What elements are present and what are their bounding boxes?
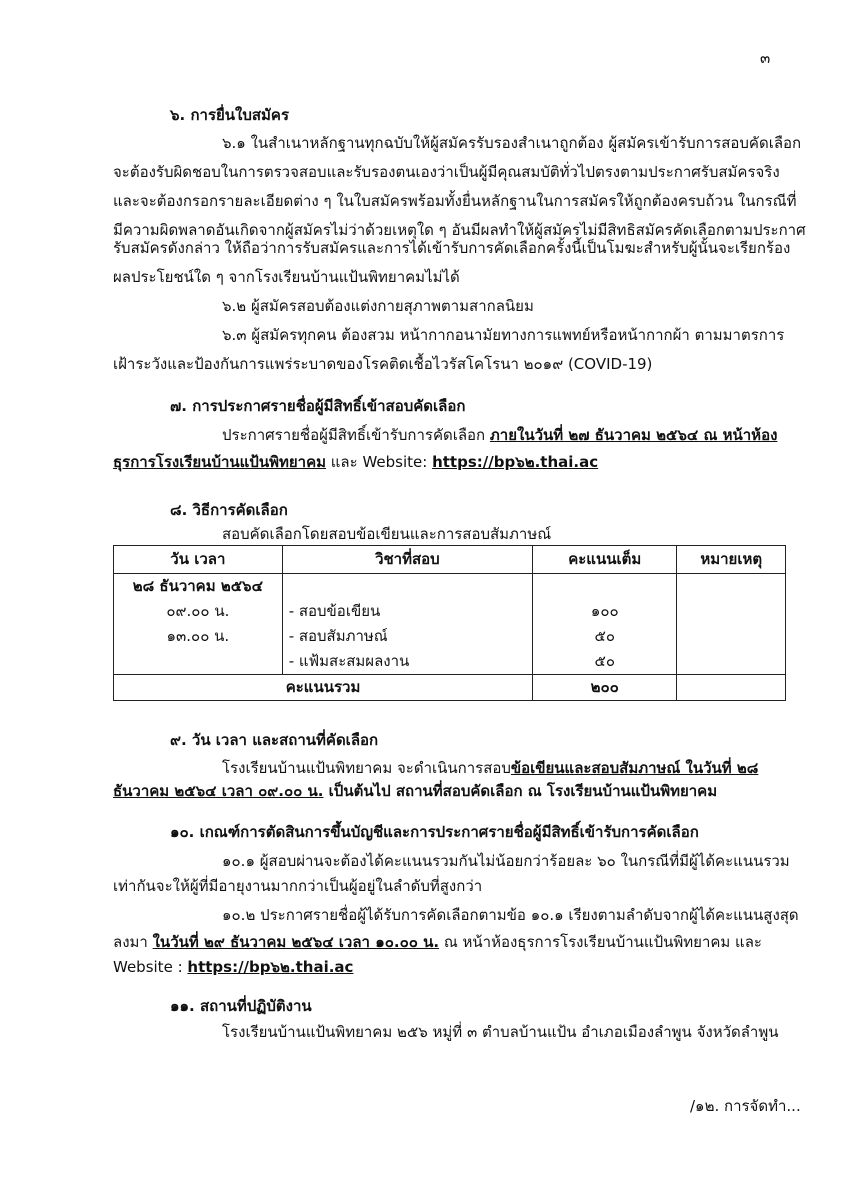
s6-p3-line1: ๖.๓ ผู้สมัครทุกคน ต้องสวม หน้ากากอนามัยทางการแพทย์หรือหน้ากากผ้า ตามมาตรการ [222, 326, 785, 344]
exam-schedule-table [113, 545, 786, 701]
s9-line2 [113, 781, 717, 801]
exam-score: ๕๐ [533, 649, 677, 675]
s10-text-tail: ณ หน้าห้องธุรการโรงเรียนบ้านแป้นพิทยาคม และ [439, 933, 762, 951]
exam-subject: - สอบข้อเขียน [282, 599, 532, 624]
section-6-heading: ๖. การยื่นใบสมัคร [170, 106, 290, 124]
section-9-heading: ๙. วัน เวลา และสถานที่คัดเลือก [170, 731, 379, 749]
exam-time [114, 649, 283, 675]
section-10-heading: ๑๐. เกณฑ์การตัดสินการขึ้นบัญชีและการประกาศรายชื่อผู้มีสิทธิ์เข้ารับการคัดเลือก [170, 823, 699, 841]
table-row [114, 574, 786, 600]
next-page-marker: /๑๒. การจัดทำ... [690, 1097, 801, 1115]
exam-time: ๐๙.๐๐ น. [114, 599, 283, 624]
s10-p2-line2 [113, 932, 762, 952]
s7-line2 [113, 452, 598, 472]
s6-p1-line: ๖.๑ ในสำเนาหลักฐานทุกฉบับให้ผู้สมัครรับรองสำเนาถูกต้อง ผู้สมัครเข้ารับการสอบคัดเลือก [222, 134, 802, 152]
s9-location: เป็นต้นไป สถานที่สอบคัดเลือก ณ โรงเรียนบ้านแป้นพิทยาคม [323, 782, 718, 800]
section-8-heading: ๘. วิธีการคัดเลือก [170, 501, 288, 519]
exam-subject: - แฟ้มสะสมผลงาน [282, 649, 532, 675]
website-link[interactable]: https://bp๖๒.thai.ac [187, 958, 354, 976]
table-total-row [114, 675, 786, 701]
section-11-heading: ๑๑. สถานที่ปฏิบัติงาน [170, 997, 312, 1015]
s7-office-location: ธุรการโรงเรียนบ้านแป้นพิทยาคม [113, 453, 326, 471]
exam-score: ๕๐ [533, 624, 677, 649]
table-header-row [114, 546, 786, 574]
s11-address: โรงเรียนบ้านแป้นพิทยาคม ๒๕๖ หมู่ที่ ๓ ตำบลบ้านแป้น อำเภอเมืองลำพูน จังหวัดลำพูน [222, 1023, 779, 1041]
s10-p2-line3 [113, 957, 353, 977]
exam-time: ๑๓.๐๐ น. [114, 624, 283, 649]
table-row [114, 599, 786, 624]
exam-score: ๑๐๐ [533, 599, 677, 624]
section-7-heading: ๗. การประกาศรายชื่อผู้มีสิทธิ์เข้าสอบคัดเลือก [170, 397, 466, 415]
s10-text: ลงมา [113, 933, 153, 951]
s6-p1-line: ผลประโยชน์ใด ๆ จากโรงเรียนบ้านแป้นพิทยาคมไม่ได้ [113, 268, 460, 286]
s6-p1-line: จะต้องรับผิดชอบในการตรวจสอบและรับรองตนเองว่าเป็นผู้มีคุณสมบัติทั่วไปตรงตามประกาศรับสมัครจริง [113, 163, 780, 181]
s9-exam-datetime: ธันวาคม ๒๕๖๔ เวลา ๐๙.๐๐ น. [113, 782, 324, 800]
s9-line1-text: โรงเรียนบ้านแป้นพิทยาคม จะดำเนินการสอบ [222, 759, 511, 777]
s9-line1 [222, 758, 758, 778]
s6-p1-line: และจะต้องกรอกรายละเอียดต่าง ๆ ในใบสมัครพร้อมทั้งยื่นหลักฐานในการสมัครให้ถูกต้องครบถ้วน ในกรณีที่ [113, 192, 797, 210]
s8-intro: สอบคัดเลือกโดยสอบข้อเขียนและการสอบสัมภาษณ์ [222, 525, 552, 543]
total-score: ๒๐๐ [533, 675, 677, 701]
s6-p1-line: มีความผิดพลาดอันเกิดจากผู้สมัครไม่ว่าด้วยเหตุใด ๆ อันมีผลทำให้ผู้สมัครไม่มีสิทธิสมัครคัดเลือกตามประกาศ [113, 221, 806, 239]
s10-p1-line1: ๑๐.๑ ผู้สอบผ่านจะต้องได้คะแนนรวมกันไม่น้อยกว่าร้อยละ ๖๐ ในกรณีที่มีผู้ได้คะแนนรวม [222, 852, 790, 870]
s7-line1-text: ประกาศรายชื่อผู้มีสิทธิ์เข้ารับการคัดเลือก [222, 426, 490, 444]
s7-announce-date: ภายในวันที่ ๒๗ ธันวาคม ๒๕๖๔ ณ หน้าห้อง [489, 426, 778, 444]
exam-date: ๒๘ ธันวาคม ๒๕๖๔ [114, 574, 283, 600]
col-header-score: คะแนนเต็ม [533, 546, 677, 574]
col-header-datetime: วัน เวลา [114, 546, 283, 574]
website-link[interactable]: https://bp๖๒.thai.ac [432, 453, 599, 471]
s10-p2-line1: ๑๐.๒ ประกาศรายชื่อผู้ได้รับการคัดเลือกตามข้อ ๑๐.๑ เรียงตามลำดับจากผู้ได้คะแนนสูงสุด [222, 906, 799, 924]
s6-p1-line: รับสมัครดังกล่าว ให้ถือว่าการรับสมัครและการได้เข้ารับการคัดเลือกครั้งนี้เป็นโมฆะสำหรับผู้นั้นจะเรียกร้อง [113, 239, 791, 257]
col-header-remark: หมายเหตุ [677, 546, 786, 574]
table-row [114, 624, 786, 649]
total-label: คะแนนรวม [114, 675, 533, 701]
page-number: ๓ [760, 49, 771, 67]
s7-line1 [222, 425, 777, 445]
s6-p2: ๖.๒ ผู้สมัครสอบต้องแต่งกายสุภาพตามสากลนิยม [222, 297, 534, 315]
col-header-subject: วิชาที่สอบ [282, 546, 532, 574]
s9-exam-type: ข้อเขียนและสอบสัมภาษณ์ ในวันที่ ๒๘ [510, 759, 759, 777]
table-row [114, 649, 786, 675]
s10-announce-date: ในวันที่ ๒๙ ธันวาคม ๒๕๖๔ เวลา ๑๐.๐๐ น. [152, 933, 440, 951]
s10-website-label: Website : [113, 958, 188, 976]
s6-p3-line2: เฝ้าระวังและป้องกันการแพร่ระบาดของโรคติดเชื้อไวรัสโคโรนา ๒๐๑๙ (COVID-19) [113, 355, 653, 373]
s10-p1-line2: เท่ากันจะให้ผู้ที่มีอายุงานมากกว่าเป็นผู้อยู่ในลำดับที่สูงกว่า [113, 877, 483, 895]
s7-line2-text: และ Website: [326, 453, 433, 471]
exam-subject: - สอบสัมภาษณ์ [282, 624, 532, 649]
